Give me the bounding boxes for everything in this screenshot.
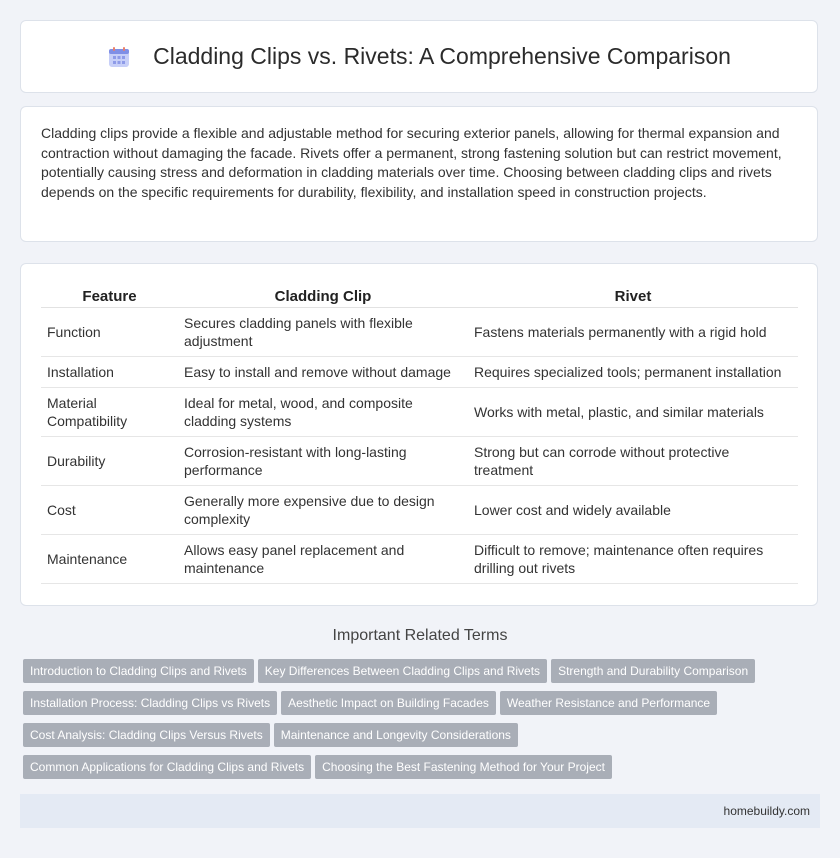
rivet-cell: Works with metal, plastic, and similar materials bbox=[468, 388, 798, 437]
feature-cell: Installation bbox=[41, 357, 178, 388]
clip-cell: Ideal for metal, wood, and composite cladding systems bbox=[178, 388, 468, 437]
related-term-tag[interactable]: Choosing the Best Fastening Method for Your Project bbox=[315, 755, 612, 779]
clip-cell: Generally more expensive due to design complexity bbox=[178, 486, 468, 535]
feature-cell: Function bbox=[41, 308, 178, 357]
related-term-tag[interactable]: Common Applications for Cladding Clips and Rivets bbox=[23, 755, 311, 779]
feature-cell: Maintenance bbox=[41, 535, 178, 584]
page-title: Cladding Clips vs. Rivets: A Comprehensive Comparison bbox=[153, 43, 731, 69]
feature-cell: Cost bbox=[41, 486, 178, 535]
clip-cell: Secures cladding panels with flexible adjustment bbox=[178, 308, 468, 357]
rivet-cell: Fastens materials permanently with a rigid hold bbox=[468, 308, 798, 357]
related-terms-list bbox=[23, 659, 803, 787]
table-row bbox=[41, 388, 798, 437]
header-rivet: Rivet bbox=[468, 284, 798, 308]
footer bbox=[20, 794, 820, 828]
related-term-tag[interactable]: Aesthetic Impact on Building Facades bbox=[281, 691, 496, 715]
building-calendar-icon bbox=[107, 45, 131, 69]
related-term-tag[interactable]: Key Differences Between Cladding Clips and Rivets bbox=[258, 659, 547, 683]
clip-cell: Allows easy panel replacement and maintenance bbox=[178, 535, 468, 584]
table-header-row bbox=[41, 284, 798, 308]
header-cladding-clip: Cladding Clip bbox=[178, 284, 468, 308]
related-term-tag[interactable]: Strength and Durability Comparison bbox=[551, 659, 755, 683]
rivet-cell: Difficult to remove; maintenance often requires drilling out rivets bbox=[468, 535, 798, 584]
comparison-card bbox=[20, 263, 818, 606]
clip-cell: Easy to install and remove without damage bbox=[178, 357, 468, 388]
intro-text: Cladding clips provide a flexible and adjustable method for securing exterior panels, allowing for thermal expansion and contraction without damaging the facade. Rivets offer a permanent, strong fastening solution but can restrict movement, potentially causing stress and deformation in cladding materials over time. Choosing between cladding clips and rivets depends on the specific requirements for durability, flexibility, and installation speed in construction projects. bbox=[41, 125, 782, 200]
feature-cell: Durability bbox=[41, 437, 178, 486]
feature-cell: Material Compatibility bbox=[41, 388, 178, 437]
footer-site-link[interactable]: homebuildy.com bbox=[723, 804, 810, 818]
related-term-tag[interactable]: Installation Process: Cladding Clips vs Rivets bbox=[23, 691, 277, 715]
table-row bbox=[41, 308, 798, 357]
related-term-tag[interactable]: Weather Resistance and Performance bbox=[500, 691, 717, 715]
related-terms-title: Important Related Terms bbox=[332, 627, 508, 644]
intro-card bbox=[20, 106, 818, 242]
title-card bbox=[20, 20, 818, 93]
table-row bbox=[41, 486, 798, 535]
header-feature: Feature bbox=[41, 284, 178, 308]
table-row bbox=[41, 535, 798, 584]
clip-cell: Corrosion-resistant with long-lasting performance bbox=[178, 437, 468, 486]
rivet-cell: Lower cost and widely available bbox=[468, 486, 798, 535]
rivet-cell: Strong but can corrode without protective treatment bbox=[468, 437, 798, 486]
comparison-table bbox=[41, 284, 798, 584]
related-term-tag[interactable]: Introduction to Cladding Clips and Rivets bbox=[23, 659, 254, 683]
related-term-tag[interactable]: Maintenance and Longevity Considerations bbox=[274, 723, 518, 747]
rivet-cell: Requires specialized tools; permanent installation bbox=[468, 357, 798, 388]
table-row bbox=[41, 357, 798, 388]
table-row bbox=[41, 437, 798, 486]
related-term-tag[interactable]: Cost Analysis: Cladding Clips Versus Rivets bbox=[23, 723, 270, 747]
